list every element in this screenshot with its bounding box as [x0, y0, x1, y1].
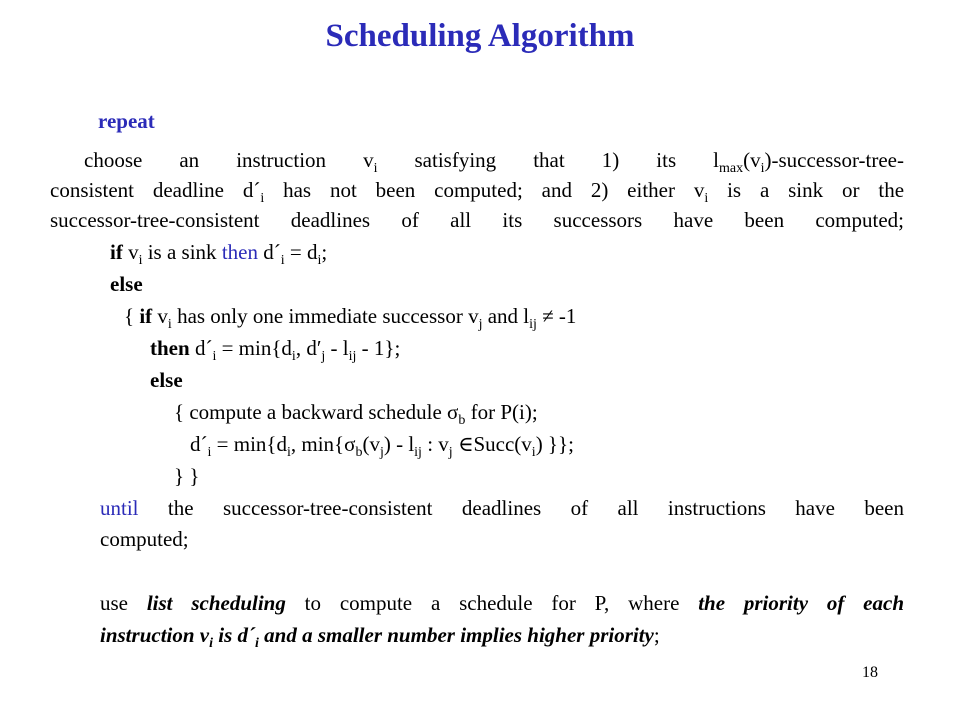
compute-line: { compute a backward schedule $\sigma_b$ for P(i);: [174, 400, 538, 429]
computed-line: computed;: [100, 527, 189, 551]
if-immediate-line: { if $v_i$ has only one immediate successor $v_j$ and $l_{ij} \ne -1$: [124, 304, 577, 333]
page-number: 18: [862, 664, 878, 681]
consistent-line: consistent deadline $d´_i$ has not been computed; and 2) either $v_i$ is a sink or the: [50, 178, 905, 207]
then-min-line: then $d´_i = \min\{d_i$, $d'_j - l_{ij} - 1$};: [150, 336, 401, 365]
keyword-repeat: repeat: [98, 109, 155, 133]
successor-line: successor-tree-consistent deadlines of all its successors have been computed;: [50, 208, 904, 232]
choose-line: choose an instruction $v_i$ satisfying that 1) its $l_{max}(v_i)-successor-tree-$: [84, 148, 904, 177]
repeat-line: [98, 106, 155, 136]
priority-line: instruction $v_i$ is $d´_i$ and a smaller number implies higher priority;: [100, 623, 660, 652]
if-sink-line: if $v_i$ is a sink then $d´_i = d_i$;: [110, 240, 328, 269]
close-braces-line: } }: [174, 464, 200, 488]
else-inner-line: else: [150, 368, 183, 392]
use-line: use list scheduling to compute a schedule for P, where the priority of each: [100, 591, 904, 615]
deadline-min-line: $d´_i = \min\{d_i$, $\min\{\sigma_b(v_j) - l_{ij}$ : $v_j$ $\in Succ(v_i)$ }};: [190, 432, 574, 461]
slide-title: Scheduling Algorithm: [325, 18, 635, 54]
until-line: until the successor-tree-consistent deadlines of all instructions have been: [100, 496, 904, 520]
else-line: else: [110, 272, 143, 296]
